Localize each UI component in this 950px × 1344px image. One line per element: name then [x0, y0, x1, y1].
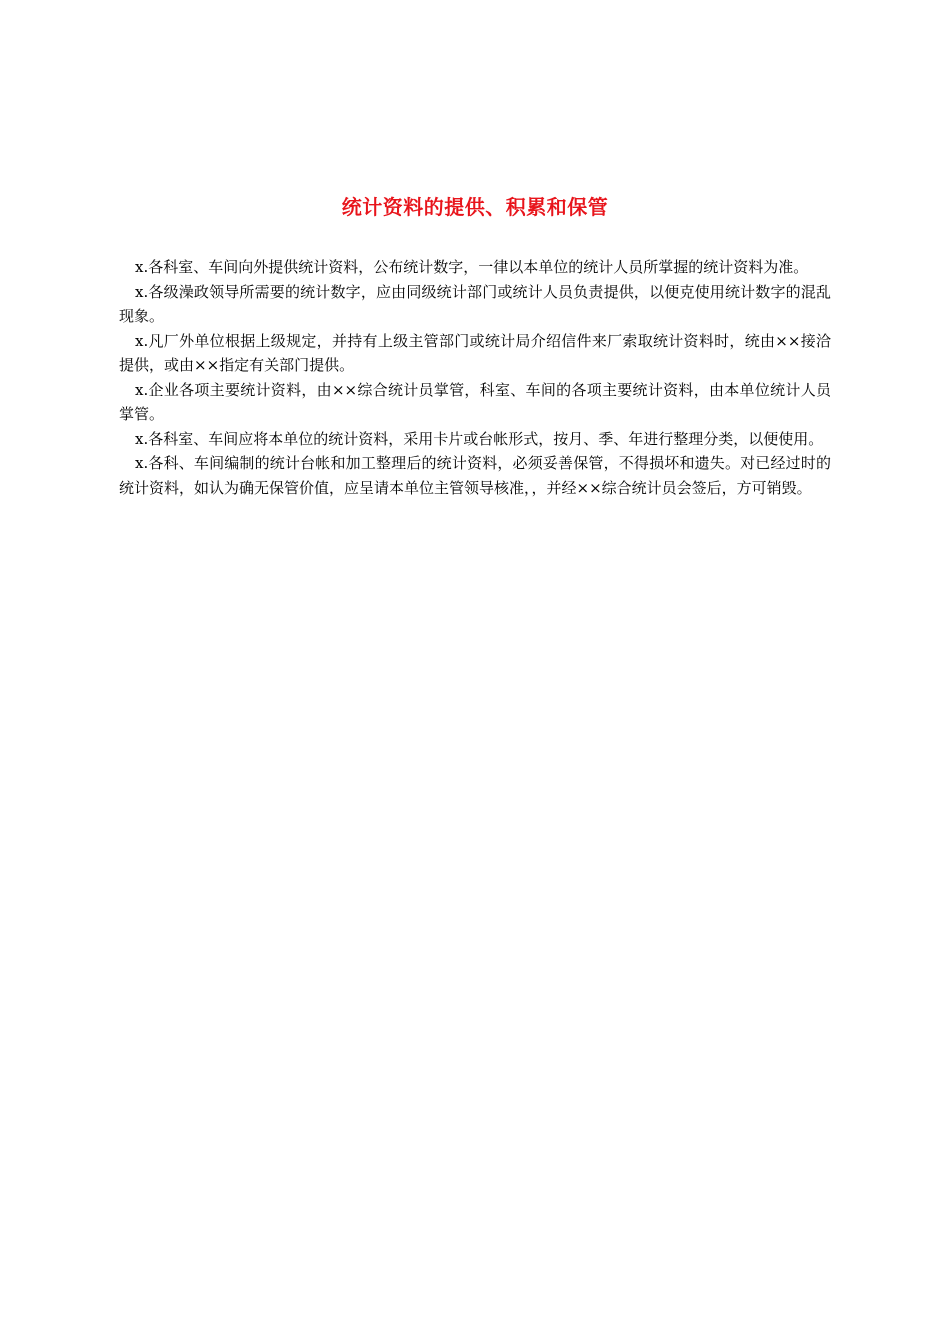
- paragraph-5: x.各科室、车间应将本单位的统计资料，采用卡片或台帐形式，按月、季、年进行整理分类，以便使用。: [135, 429, 824, 448]
- paragraph-4: x.企业各项主要统计资料，由××综合统计员掌管，科室、车间的各项主要统计资料，由本单位统计人员掌管。: [119, 380, 831, 423]
- document-title: 统计资料的提供、积累和保管: [341, 195, 609, 219]
- paragraph-2: x.各级澡政领导所需要的统计数字，应由同级统计部门或统计人员负责提供，以便克使用统计数字的混乱现象。: [119, 282, 831, 325]
- document-body: [119, 255, 831, 500]
- paragraph-3: x.凡厂外单位根据上级规定，并持有上级主管部门或统计局介绍信件来厂索取统计资料时，统由××接洽提供，或由××指定有关部门提供。: [119, 331, 831, 374]
- paragraph-1: x.各科室、车间向外提供统计资料，公布统计数字，一律以本单位的统计人员所掌握的统计资料为准。: [135, 258, 809, 276]
- paragraph-6: x.各科、车间编制的统计台帐和加工整理后的统计资料，必须妥善保管，不得损坏和遗失。对已经过时的统计资料，如认为确无保管价值，应呈请本单位主管领导核准，，并经××综合统计员会签后，方可销毁。: [119, 454, 831, 497]
